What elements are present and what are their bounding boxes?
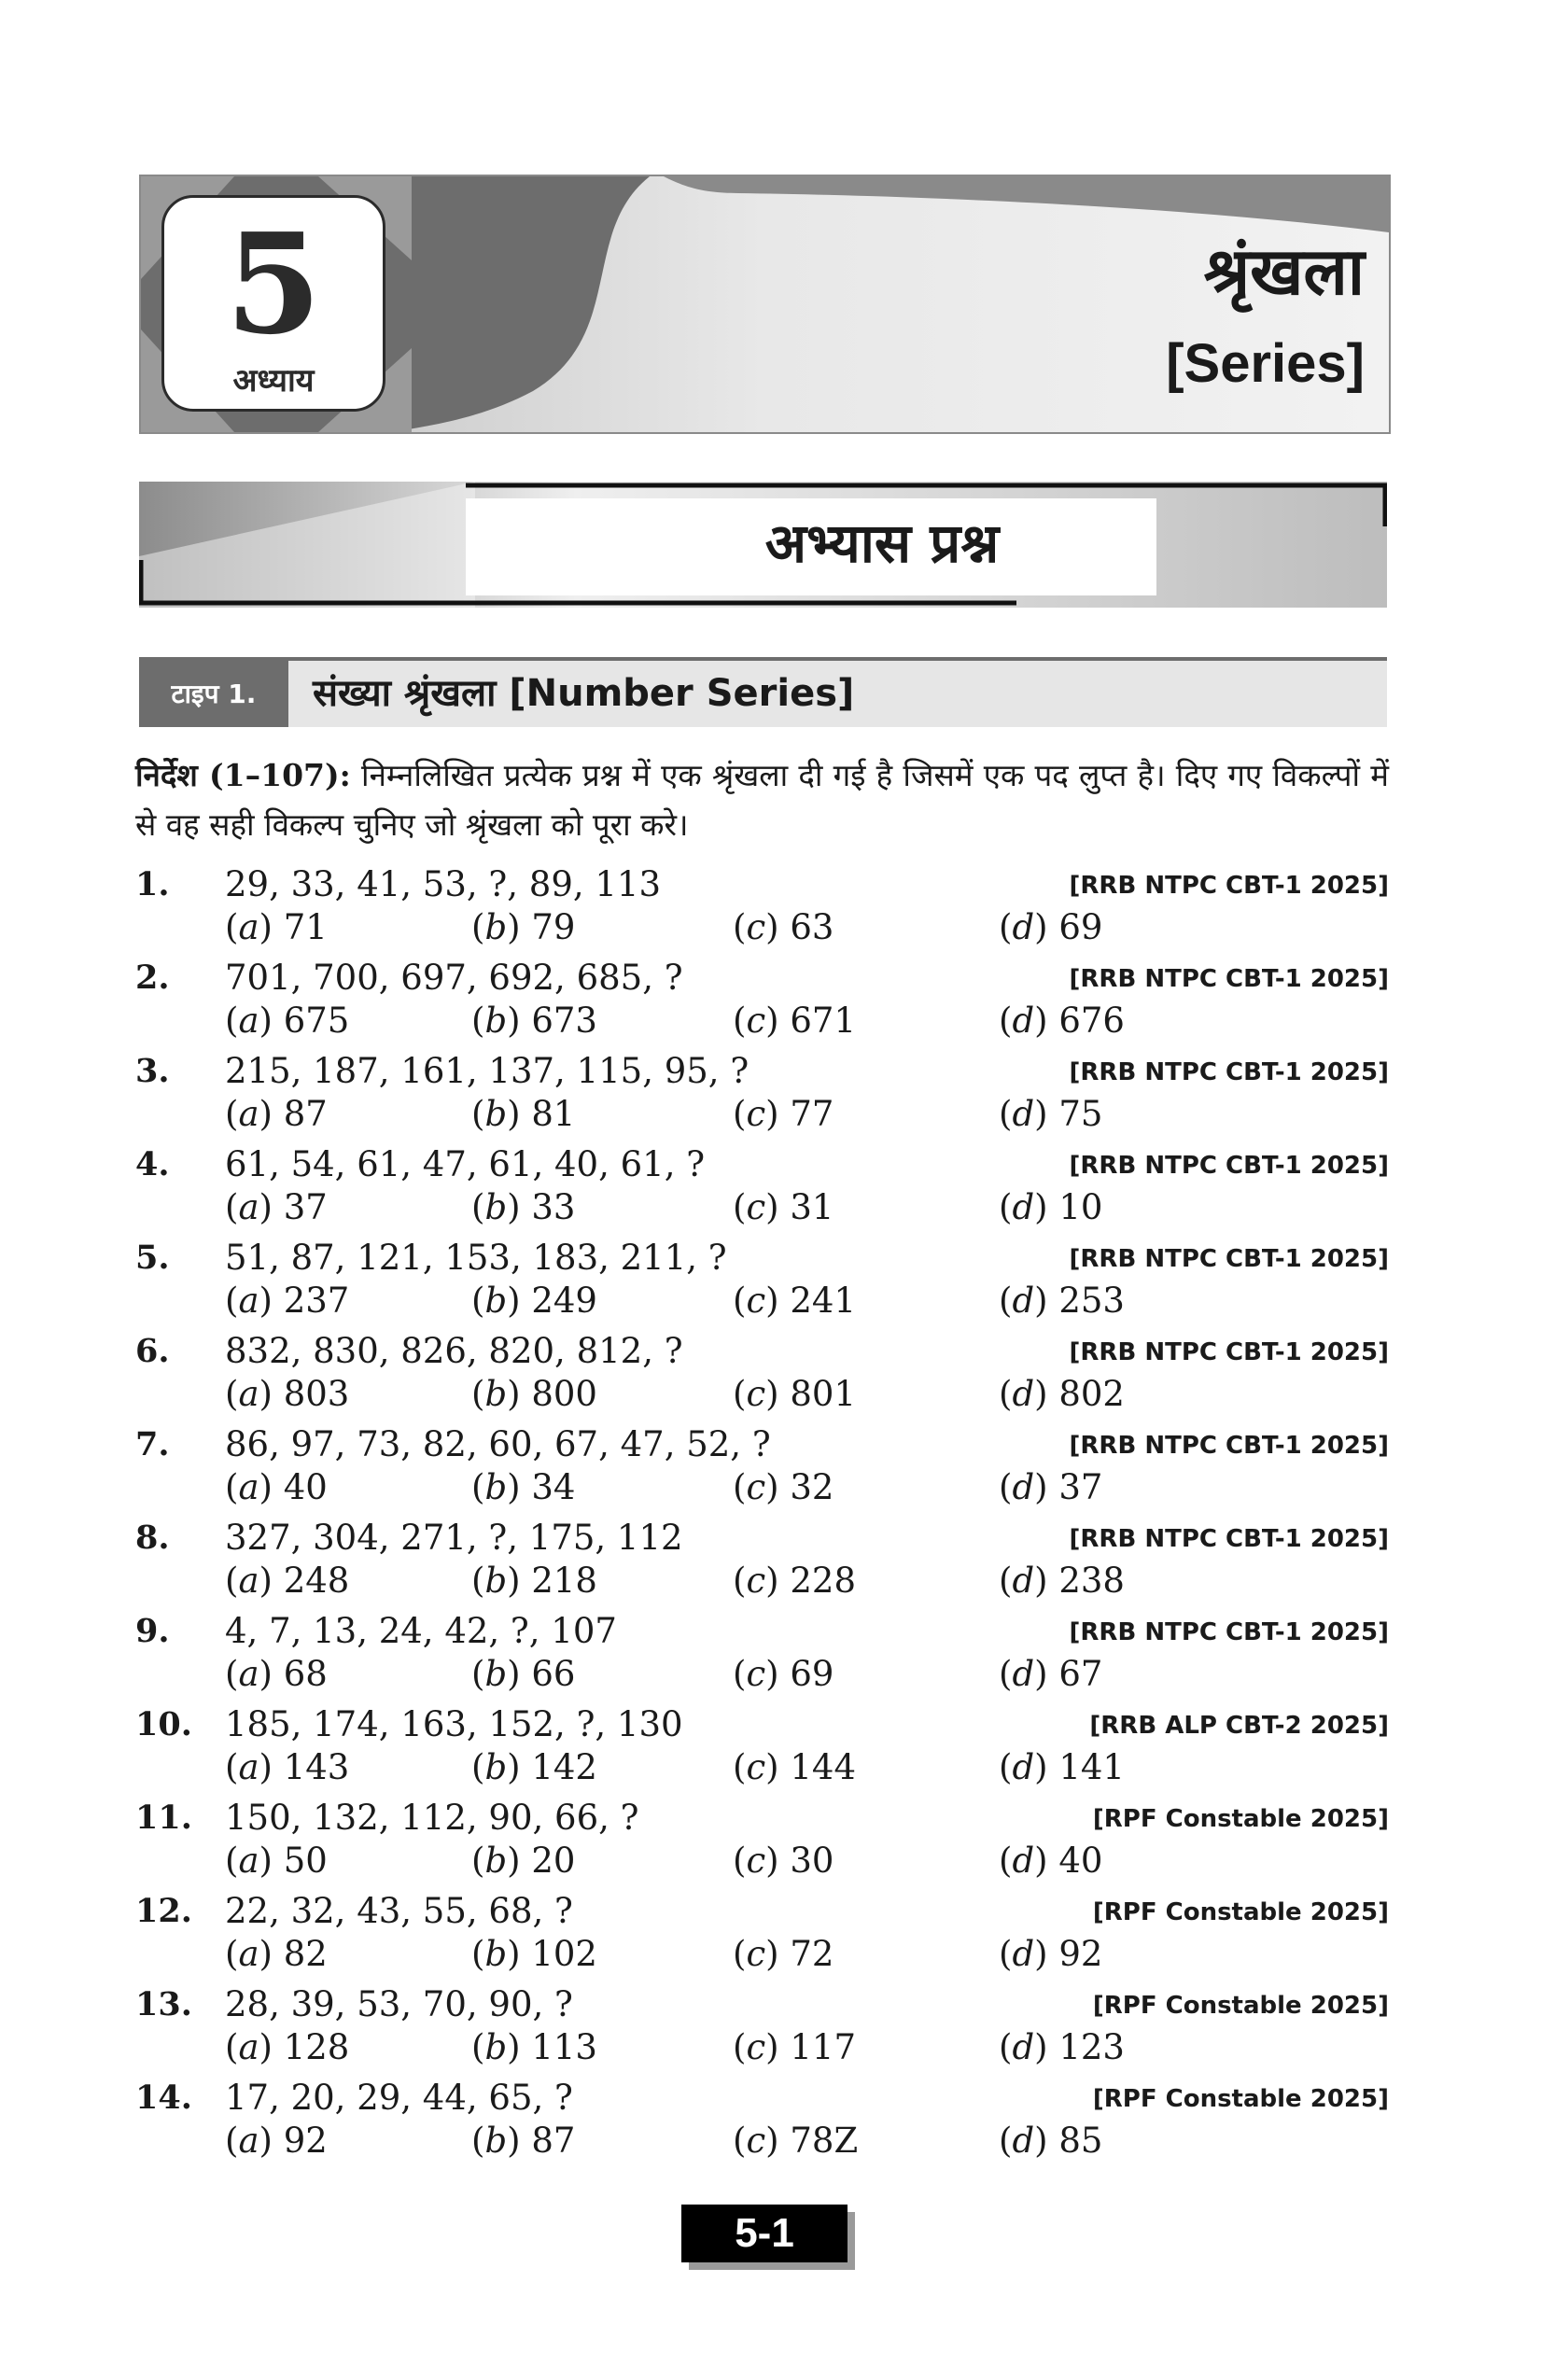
option-a: (a) 87: [225, 1094, 328, 1134]
option-c: (c) 801: [733, 1374, 856, 1414]
option-d: (d) 10: [999, 1187, 1103, 1227]
question-source: [RPF Constable 2025]: [1092, 1992, 1389, 2020]
question-source: [RRB NTPC CBT-1 2025]: [1069, 1152, 1389, 1180]
type-tag: टाइप 1.: [139, 661, 288, 727]
question-source: [RRB NTPC CBT-1 2025]: [1069, 1525, 1389, 1553]
option-d: (d) 40: [999, 1841, 1103, 1881]
option-b: (b) 102: [471, 1934, 597, 1974]
option-b: (b) 33: [471, 1187, 576, 1227]
option-c: (c) 69: [733, 1654, 834, 1694]
option-c: (c) 117: [733, 2027, 856, 2067]
question-number: 7.: [135, 1425, 170, 1463]
option-c: (c) 72: [733, 1934, 834, 1974]
option-c: (c) 31: [733, 1187, 834, 1227]
question-list: [135, 863, 1389, 2170]
question-item: [135, 1423, 1389, 1517]
question-source: [RRB NTPC CBT-1 2025]: [1069, 1432, 1389, 1460]
option-a: (a) 237: [225, 1281, 350, 1321]
question-item: [135, 1050, 1389, 1143]
question-source: [RPF Constable 2025]: [1092, 1805, 1389, 1833]
question-item: [135, 1703, 1389, 1797]
question-number: 11.: [135, 1799, 192, 1837]
question-source: [RRB NTPC CBT-1 2025]: [1069, 965, 1389, 993]
chapter-title-hindi: श्रृंखला: [1203, 233, 1365, 310]
question-series: 327, 304, 271, ?, 175, 112: [225, 1518, 683, 1558]
option-a: (a) 37: [225, 1187, 328, 1227]
question-source: [RPF Constable 2025]: [1092, 2085, 1389, 2113]
question-source: [RRB NTPC CBT-1 2025]: [1069, 1618, 1389, 1646]
question-series: 215, 187, 161, 137, 115, 95, ?: [225, 1051, 749, 1091]
question-series: 4, 7, 13, 24, 42, ?, 107: [225, 1611, 617, 1651]
option-b: (b) 20: [471, 1841, 576, 1881]
question-series: 185, 174, 163, 152, ?, 130: [225, 1704, 683, 1744]
question-item: [135, 1890, 1389, 1983]
option-b: (b) 142: [471, 1747, 597, 1787]
instruction: [135, 750, 1389, 849]
option-b: (b) 79: [471, 907, 576, 947]
question-series: 61, 54, 61, 47, 61, 40, 61, ?: [225, 1144, 706, 1184]
type-section-strip: [139, 657, 1387, 727]
option-b: (b) 113: [471, 2027, 597, 2067]
question-series: 29, 33, 41, 53, ?, 89, 113: [225, 864, 661, 904]
question-source: [RRB ALP CBT-2 2025]: [1089, 1712, 1389, 1740]
question-item: [135, 1237, 1389, 1330]
option-a: (a) 40: [225, 1467, 328, 1507]
question-number: 6.: [135, 1332, 170, 1370]
question-number: 4.: [135, 1145, 170, 1183]
option-c: (c) 63: [733, 907, 834, 947]
question-item: [135, 1330, 1389, 1423]
page-number: 5-1: [681, 2205, 848, 2262]
question-source: [RRB NTPC CBT-1 2025]: [1069, 1245, 1389, 1273]
option-d: (d) 67: [999, 1654, 1103, 1694]
question-source: [RPF Constable 2025]: [1092, 1898, 1389, 1926]
question-item: [135, 1517, 1389, 1610]
question-series: 17, 20, 29, 44, 65, ?: [225, 2078, 573, 2118]
option-b: (b) 87: [471, 2121, 576, 2161]
option-b: (b) 81: [471, 1094, 576, 1134]
option-c: (c) 78Z: [733, 2121, 859, 2161]
question-item: [135, 1797, 1389, 1890]
option-b: (b) 218: [471, 1561, 597, 1601]
option-b: (b) 800: [471, 1374, 597, 1414]
option-d: (d) 37: [999, 1467, 1103, 1507]
option-c: (c) 241: [733, 1281, 856, 1321]
option-a: (a) 82: [225, 1934, 328, 1974]
chapter-number-box: [161, 195, 385, 412]
chapter-title-english: [Series]: [1166, 333, 1365, 394]
practice-title: अभ्यास प्रश्न: [764, 511, 1000, 575]
question-series: 51, 87, 121, 153, 183, 211, ?: [225, 1238, 727, 1278]
question-number: 8.: [135, 1519, 170, 1557]
option-a: (a) 248: [225, 1561, 350, 1601]
option-b: (b) 66: [471, 1654, 576, 1694]
option-a: (a) 143: [225, 1747, 350, 1787]
question-number: 5.: [135, 1239, 170, 1277]
option-a: (a) 50: [225, 1841, 328, 1881]
question-series: 832, 830, 826, 820, 812, ?: [225, 1331, 683, 1371]
question-item: [135, 2077, 1389, 2170]
option-d: (d) 141: [999, 1747, 1125, 1787]
option-c: (c) 228: [733, 1561, 856, 1601]
question-number: 1.: [135, 865, 170, 903]
instruction-text: निम्नलिखित प्रत्येक प्रश्न में एक श्रृंखला दी गई है जिसमें एक पद लुप्त है। दिए गए विकल्पों में से वह सही विकल्प चुनिए जो श्रृंखला को पूरा करे।: [135, 757, 1389, 843]
question-number: 14.: [135, 2079, 192, 2117]
option-a: (a) 675: [225, 1001, 350, 1041]
question-series: 150, 132, 112, 90, 66, ?: [225, 1798, 639, 1838]
question-item: [135, 957, 1389, 1050]
question-number: 10.: [135, 1705, 192, 1743]
practice-header: [139, 482, 1387, 608]
option-c: (c) 30: [733, 1841, 834, 1881]
question-series: 22, 32, 43, 55, 68, ?: [225, 1891, 573, 1931]
type-title: संख्या श्रृंखला [Number Series]: [313, 672, 855, 715]
question-number: 12.: [135, 1892, 192, 1930]
option-d: (d) 85: [999, 2121, 1103, 2161]
question-item: [135, 1143, 1389, 1237]
question-number: 9.: [135, 1612, 170, 1650]
option-d: (d) 123: [999, 2027, 1125, 2067]
question-source: [RRB NTPC CBT-1 2025]: [1069, 1338, 1389, 1366]
option-d: (d) 676: [999, 1001, 1125, 1041]
question-series: 28, 39, 53, 70, 90, ?: [225, 1984, 573, 2024]
option-c: (c) 32: [733, 1467, 834, 1507]
instruction-lead: निर्देश (1–107):: [135, 757, 351, 793]
chapter-number: 5: [225, 203, 322, 365]
question-series: 701, 700, 697, 692, 685, ?: [225, 958, 683, 998]
question-series: 86, 97, 73, 82, 60, 67, 47, 52, ?: [225, 1424, 771, 1464]
question-item: [135, 863, 1389, 957]
option-d: (d) 92: [999, 1934, 1103, 1974]
question-source: [RRB NTPC CBT-1 2025]: [1069, 872, 1389, 900]
question-item: [135, 1610, 1389, 1703]
option-a: (a) 803: [225, 1374, 350, 1414]
option-c: (c) 144: [733, 1747, 856, 1787]
option-d: (d) 69: [999, 907, 1103, 947]
option-b: (b) 249: [471, 1281, 597, 1321]
option-b: (b) 34: [471, 1467, 576, 1507]
option-b: (b) 673: [471, 1001, 597, 1041]
option-a: (a) 128: [225, 2027, 350, 2067]
option-d: (d) 802: [999, 1374, 1125, 1414]
question-number: 3.: [135, 1052, 170, 1090]
option-a: (a) 92: [225, 2121, 328, 2161]
option-a: (a) 68: [225, 1654, 328, 1694]
option-d: (d) 75: [999, 1094, 1103, 1134]
chapter-label: अध्याय: [232, 362, 315, 399]
question-number: 2.: [135, 959, 170, 997]
chapter-banner: [139, 175, 1391, 434]
option-c: (c) 671: [733, 1001, 856, 1041]
option-d: (d) 238: [999, 1561, 1125, 1601]
question-source: [RRB NTPC CBT-1 2025]: [1069, 1058, 1389, 1086]
question-number: 13.: [135, 1985, 192, 2023]
question-item: [135, 1983, 1389, 2077]
option-d: (d) 253: [999, 1281, 1125, 1321]
option-c: (c) 77: [733, 1094, 834, 1134]
option-a: (a) 71: [225, 907, 328, 947]
